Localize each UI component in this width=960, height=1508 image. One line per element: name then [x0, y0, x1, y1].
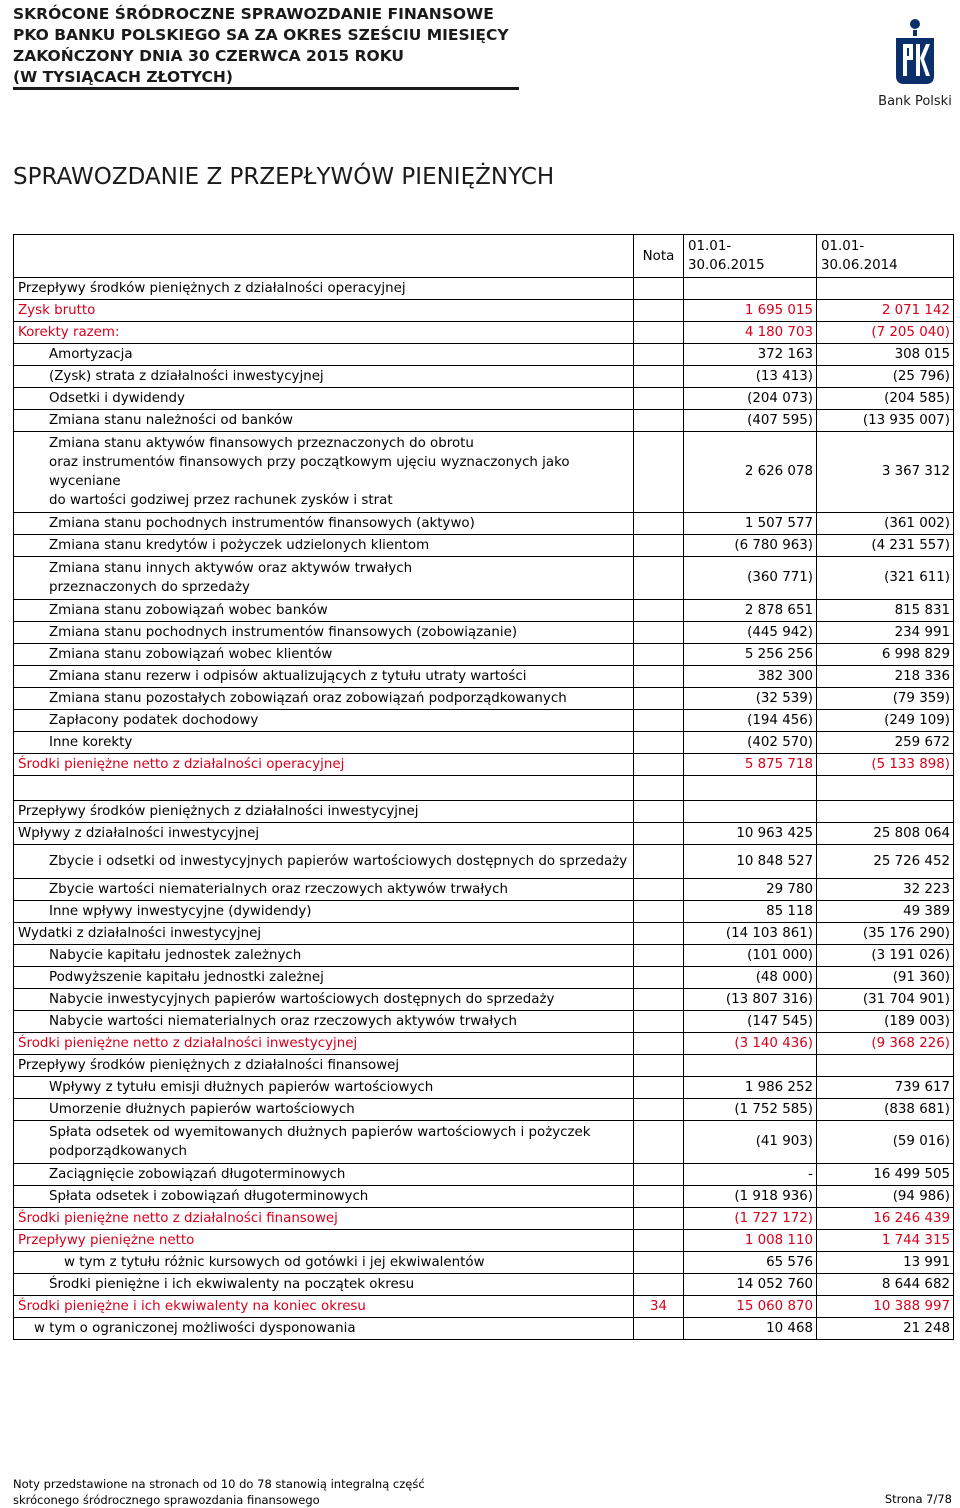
row-label: Zmiana stanu zobowiązań wobec banków — [14, 600, 634, 622]
row-value-2014 — [817, 776, 954, 801]
table-row — [14, 322, 954, 344]
row-label: Przepływy środków pieniężnych z działalności finansowej — [14, 1055, 634, 1077]
table-row — [14, 776, 954, 801]
cash-flow-table — [13, 234, 954, 1340]
bank-name: Bank Polski — [878, 94, 952, 109]
row-label: Nabycie kapitału jednostek zależnych — [14, 945, 634, 967]
table-row — [14, 989, 954, 1011]
row-label: Przepływy pieniężne netto — [14, 1230, 634, 1252]
row-value-2014: 234 991 — [817, 622, 954, 644]
row-nota — [634, 1164, 684, 1186]
row-value-2014: 308 015 — [817, 344, 954, 366]
row-value-2014: (9 368 226) — [817, 1033, 954, 1055]
bank-logo — [872, 18, 958, 109]
row-value-2015: (147 545) — [684, 1011, 817, 1033]
table-row — [14, 557, 954, 600]
table-row — [14, 300, 954, 322]
table-row — [14, 1077, 954, 1099]
row-value-2015: 10 468 — [684, 1318, 817, 1340]
page-title: SPRAWOZDANIE Z PRZEPŁYWÓW PIENIĘŻNYCH — [13, 164, 555, 190]
row-nota — [634, 1186, 684, 1208]
table-row — [14, 1296, 954, 1318]
row-nota — [634, 823, 684, 845]
table-row — [14, 410, 954, 432]
row-nota — [634, 688, 684, 710]
row-nota — [634, 1077, 684, 1099]
report-header-line: SKRÓCONE ŚRÓDROCZNE SPRAWOZDANIE FINANSOWE — [13, 5, 494, 23]
row-nota — [634, 989, 684, 1011]
row-value-2014: (838 681) — [817, 1099, 954, 1121]
row-label: Nabycie inwestycyjnych papierów wartościowych dostępnych do sprzedaży — [14, 989, 634, 1011]
table-row — [14, 388, 954, 410]
row-nota — [634, 801, 684, 823]
row-value-2015: (1 752 585) — [684, 1099, 817, 1121]
row-value-2014: (7 205 040) — [817, 322, 954, 344]
row-label: Zbycie wartości niematerialnych oraz rzeczowych aktywów trwałych — [14, 879, 634, 901]
pko-logo-icon — [892, 18, 938, 90]
row-nota — [634, 666, 684, 688]
row-nota — [634, 388, 684, 410]
row-value-2014: 13 991 — [817, 1252, 954, 1274]
table-row — [14, 1164, 954, 1186]
row-value-2014: (25 796) — [817, 366, 954, 388]
row-value-2014: 32 223 — [817, 879, 954, 901]
row-value-2015: (32 539) — [684, 688, 817, 710]
row-label: Przepływy środków pieniężnych z działalności operacyjnej — [14, 278, 634, 300]
row-label: Amortyzacja — [14, 344, 634, 366]
row-label: Zmiana stanu pozostałych zobowiązań oraz zobowiązań podporządkowanych — [14, 688, 634, 710]
row-nota — [634, 366, 684, 388]
table-row — [14, 513, 954, 535]
table-row — [14, 1230, 954, 1252]
row-value-2014: (321 611) — [817, 557, 954, 600]
row-value-2015: (1 727 172) — [684, 1208, 817, 1230]
row-label: Zmiana stanu aktywów finansowych przeznaczonych do obrotu oraz instrumentów finansowych przy początkowym ujęciu wyznaczonych jako wyceniane do wartości godziwej przez rachunek zysków i strat — [14, 432, 634, 513]
row-nota — [634, 322, 684, 344]
row-label: Środki pieniężne netto z działalności inwestycyjnej — [14, 1033, 634, 1055]
table-row — [14, 801, 954, 823]
row-label: (Zysk) strata z działalności inwestycyjnej — [14, 366, 634, 388]
row-nota — [634, 1011, 684, 1033]
row-nota — [634, 278, 684, 300]
footer-line: skróconego śródrocznego sprawozdania finansowego — [13, 1493, 320, 1507]
table-row — [14, 644, 954, 666]
header-blank-cell — [14, 235, 634, 278]
row-value-2015: (407 595) — [684, 410, 817, 432]
row-value-2015: 10 963 425 — [684, 823, 817, 845]
row-value-2015: (13 807 316) — [684, 989, 817, 1011]
table-row — [14, 879, 954, 901]
row-nota — [634, 1318, 684, 1340]
table-row — [14, 535, 954, 557]
row-nota — [634, 754, 684, 776]
row-label: Zmiana stanu kredytów i pożyczek udzielonych klientom — [14, 535, 634, 557]
row-value-2015: 85 118 — [684, 901, 817, 923]
table-row — [14, 1274, 954, 1296]
row-value-2014: (4 231 557) — [817, 535, 954, 557]
row-value-2015: 382 300 — [684, 666, 817, 688]
report-header-line: (W TYSIĄCACH ZŁOTYCH) — [13, 68, 233, 86]
table-row — [14, 923, 954, 945]
row-value-2015: (14 103 861) — [684, 923, 817, 945]
row-value-2015: 372 163 — [684, 344, 817, 366]
row-nota — [634, 967, 684, 989]
page-number: Strona 7/78 — [884, 1492, 952, 1506]
row-value-2014: 218 336 — [817, 666, 954, 688]
table-row — [14, 622, 954, 644]
row-value-2014: 6 998 829 — [817, 644, 954, 666]
row-nota — [634, 600, 684, 622]
row-value-2015: 14 052 760 — [684, 1274, 817, 1296]
row-nota — [634, 1252, 684, 1274]
row-label: Umorzenie dłużnych papierów wartościowych — [14, 1099, 634, 1121]
row-value-2014: (91 360) — [817, 967, 954, 989]
row-value-2015: (13 413) — [684, 366, 817, 388]
row-label: Podwyższenie kapitału jednostki zależnej — [14, 967, 634, 989]
row-label: Wpływy z działalności inwestycyjnej — [14, 823, 634, 845]
row-label: Zapłacony podatek dochodowy — [14, 710, 634, 732]
row-value-2014: 16 246 439 — [817, 1208, 954, 1230]
row-nota — [634, 1208, 684, 1230]
row-value-2015 — [684, 801, 817, 823]
row-nota — [634, 945, 684, 967]
row-label: Zysk brutto — [14, 300, 634, 322]
row-label: Zmiana stanu zobowiązań wobec klientów — [14, 644, 634, 666]
row-value-2014: 1 744 315 — [817, 1230, 954, 1252]
row-label: Środki pieniężne netto z działalności finansowej — [14, 1208, 634, 1230]
row-value-2015: 1 008 110 — [684, 1230, 817, 1252]
row-value-2015: 4 180 703 — [684, 322, 817, 344]
row-label: Środki pieniężne netto z działalności operacyjnej — [14, 754, 634, 776]
row-label: Wydatki z działalności inwestycyjnej — [14, 923, 634, 945]
row-value-2014: 25 808 064 — [817, 823, 954, 845]
row-label: Inne wpływy inwestycyjne (dywidendy) — [14, 901, 634, 923]
row-value-2015: (194 456) — [684, 710, 817, 732]
row-nota — [634, 845, 684, 879]
table-row — [14, 1055, 954, 1077]
row-label: Zmiana stanu rezerw i odpisów aktualizujących z tytułu utraty wartości — [14, 666, 634, 688]
row-label: Spłata odsetek i zobowiązań długoterminowych — [14, 1186, 634, 1208]
row-value-2014: 815 831 — [817, 600, 954, 622]
row-nota — [634, 879, 684, 901]
header-rule — [13, 87, 519, 90]
row-nota — [634, 513, 684, 535]
table-row — [14, 1011, 954, 1033]
row-nota — [634, 1055, 684, 1077]
col-header-nota: Nota — [634, 235, 684, 278]
row-value-2015: (3 140 436) — [684, 1033, 817, 1055]
table-row — [14, 366, 954, 388]
report-header-line: ZAKOŃCZONY DNIA 30 CZERWCA 2015 ROKU — [13, 47, 405, 65]
row-value-2015: (360 771) — [684, 557, 817, 600]
row-value-2015: 29 780 — [684, 879, 817, 901]
row-value-2014: (79 359) — [817, 688, 954, 710]
row-value-2015: (402 570) — [684, 732, 817, 754]
row-label: Inne korekty — [14, 732, 634, 754]
row-label: Zmiana stanu należności od banków — [14, 410, 634, 432]
row-nota — [634, 644, 684, 666]
row-value-2015: 1 986 252 — [684, 1077, 817, 1099]
row-label: Zaciągnięcie zobowiązań długoterminowych — [14, 1164, 634, 1186]
row-value-2014: 8 644 682 — [817, 1274, 954, 1296]
row-nota — [634, 1033, 684, 1055]
row-label: w tym z tytułu różnic kursowych od gotówki i jej ekwiwalentów — [14, 1252, 634, 1274]
row-value-2014 — [817, 1055, 954, 1077]
row-value-2015: (41 903) — [684, 1121, 817, 1164]
row-value-2015: (204 073) — [684, 388, 817, 410]
table-row — [14, 901, 954, 923]
footer-note — [13, 1476, 425, 1508]
report-header-line: PKO BANKU POLSKIEGO SA ZA OKRES SZEŚCIU MIESIĘCY — [13, 26, 509, 44]
table-row — [14, 1033, 954, 1055]
row-nota — [634, 344, 684, 366]
row-nota: 34 — [634, 1296, 684, 1318]
row-nota — [634, 901, 684, 923]
row-value-2014: (5 133 898) — [817, 754, 954, 776]
table-row — [14, 666, 954, 688]
row-value-2014: 10 388 997 — [817, 1296, 954, 1318]
row-value-2015: 65 576 — [684, 1252, 817, 1274]
row-label: Zmiana stanu pochodnych instrumentów finansowych (zobowiązanie) — [14, 622, 634, 644]
row-value-2015: 2 878 651 — [684, 600, 817, 622]
row-value-2014: 49 389 — [817, 901, 954, 923]
row-value-2015: 5 875 718 — [684, 754, 817, 776]
table-row — [14, 432, 954, 513]
row-label: Środki pieniężne i ich ekwiwalenty na początek okresu — [14, 1274, 634, 1296]
row-label: w tym o ograniczonej możliwości dysponowania — [14, 1318, 634, 1340]
row-nota — [634, 300, 684, 322]
row-value-2014: (204 585) — [817, 388, 954, 410]
row-value-2015 — [684, 1055, 817, 1077]
row-nota — [634, 432, 684, 513]
row-label: Korekty razem: — [14, 322, 634, 344]
row-value-2014: (35 176 290) — [817, 923, 954, 945]
row-label: Odsetki i dywidendy — [14, 388, 634, 410]
row-nota — [634, 1230, 684, 1252]
row-label: Wpływy z tytułu emisji dłużnych papierów wartościowych — [14, 1077, 634, 1099]
row-nota — [634, 1099, 684, 1121]
row-value-2015: 10 848 527 — [684, 845, 817, 879]
row-value-2015: (6 780 963) — [684, 535, 817, 557]
row-label: Spłata odsetek od wyemitowanych dłużnych papierów wartościowych i pożyczek podporządkowanych — [14, 1121, 634, 1164]
table-row — [14, 1121, 954, 1164]
table-row — [14, 344, 954, 366]
row-value-2014: 21 248 — [817, 1318, 954, 1340]
row-label: Zbycie i odsetki od inwestycyjnych papierów wartościowych dostępnych do sprzedaży — [14, 845, 634, 879]
row-value-2015: 15 060 870 — [684, 1296, 817, 1318]
row-nota — [634, 410, 684, 432]
row-value-2014: (13 935 007) — [817, 410, 954, 432]
row-value-2014: (31 704 901) — [817, 989, 954, 1011]
col-header-2014: 01.01- 30.06.2014 — [817, 235, 954, 278]
row-value-2015: (48 000) — [684, 967, 817, 989]
row-nota — [634, 1274, 684, 1296]
table-row — [14, 1318, 954, 1340]
row-label: Zmiana stanu pochodnych instrumentów finansowych (aktywo) — [14, 513, 634, 535]
row-value-2015 — [684, 776, 817, 801]
row-value-2015: (101 000) — [684, 945, 817, 967]
row-value-2014: 2 071 142 — [817, 300, 954, 322]
row-value-2014: (59 016) — [817, 1121, 954, 1164]
table-row — [14, 823, 954, 845]
row-nota — [634, 557, 684, 600]
footer-line: Noty przedstawione na stronach od 10 do 78 stanowią integralną część — [13, 1477, 425, 1491]
row-value-2014: 16 499 505 — [817, 1164, 954, 1186]
row-value-2014 — [817, 278, 954, 300]
row-label: Zmiana stanu innych aktywów oraz aktywów trwałych przeznaczonych do sprzedaży — [14, 557, 634, 600]
row-value-2015 — [684, 278, 817, 300]
row-value-2014 — [817, 801, 954, 823]
row-nota — [634, 776, 684, 801]
row-label: Przepływy środków pieniężnych z działalności inwestycyjnej — [14, 801, 634, 823]
table-row — [14, 278, 954, 300]
table-row — [14, 688, 954, 710]
row-value-2014: 3 367 312 — [817, 432, 954, 513]
table-row — [14, 1099, 954, 1121]
row-nota — [634, 535, 684, 557]
row-value-2014: (361 002) — [817, 513, 954, 535]
table-header-row — [14, 235, 954, 278]
table-row — [14, 1252, 954, 1274]
row-value-2014: 259 672 — [817, 732, 954, 754]
row-value-2015: 1 507 577 — [684, 513, 817, 535]
table-row — [14, 945, 954, 967]
row-nota — [634, 923, 684, 945]
row-value-2014: (189 003) — [817, 1011, 954, 1033]
row-value-2015: 5 256 256 — [684, 644, 817, 666]
row-value-2014: (94 986) — [817, 1186, 954, 1208]
row-value-2015: (1 918 936) — [684, 1186, 817, 1208]
table-row — [14, 754, 954, 776]
row-value-2014: (249 109) — [817, 710, 954, 732]
table-row — [14, 600, 954, 622]
row-nota — [634, 732, 684, 754]
row-value-2015: (445 942) — [684, 622, 817, 644]
table-row — [14, 710, 954, 732]
report-header — [13, 4, 509, 88]
table-row — [14, 967, 954, 989]
row-label — [14, 776, 634, 801]
row-value-2015: 1 695 015 — [684, 300, 817, 322]
row-value-2014: 739 617 — [817, 1077, 954, 1099]
row-nota — [634, 622, 684, 644]
col-header-2015: 01.01- 30.06.2015 — [684, 235, 817, 278]
table-row — [14, 1208, 954, 1230]
row-value-2014: 25 726 452 — [817, 845, 954, 879]
row-nota — [634, 1121, 684, 1164]
table-row — [14, 845, 954, 879]
row-value-2014: (3 191 026) — [817, 945, 954, 967]
table-row — [14, 732, 954, 754]
row-nota — [634, 710, 684, 732]
row-value-2015: - — [684, 1164, 817, 1186]
row-value-2015: 2 626 078 — [684, 432, 817, 513]
table-row — [14, 1186, 954, 1208]
row-label: Nabycie wartości niematerialnych oraz rzeczowych aktywów trwałych — [14, 1011, 634, 1033]
row-label: Środki pieniężne i ich ekwiwalenty na koniec okresu — [14, 1296, 634, 1318]
